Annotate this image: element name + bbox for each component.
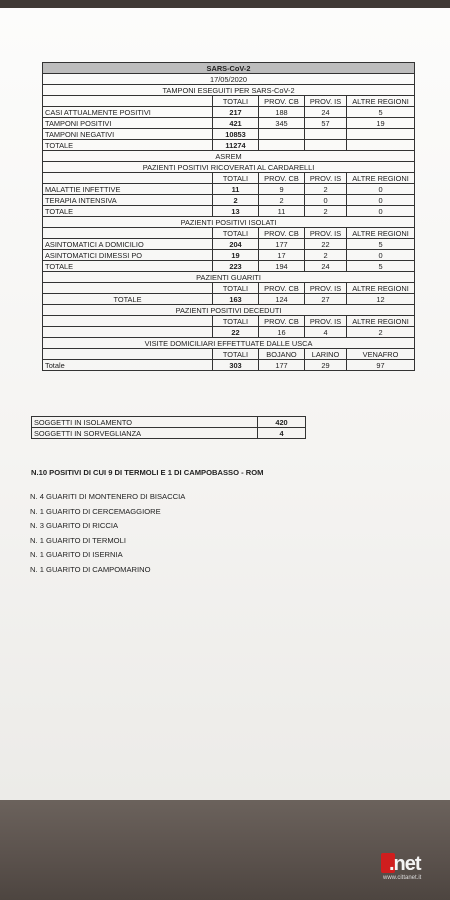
table-row xyxy=(43,140,415,151)
cell-prov-cb xyxy=(259,129,305,140)
col-header: PROV. CB xyxy=(259,173,305,184)
cell-altre-regioni: 0 xyxy=(347,206,415,217)
positives-note: N.10 POSITIVI DI CUI 9 DI TERMOLI E 1 DI CAMPOBASSO - ROM xyxy=(31,468,264,477)
cell-altre-regioni: 19 xyxy=(347,118,415,129)
cell-prov-is: 22 xyxy=(305,239,347,250)
cell-totali: 303 xyxy=(213,360,259,371)
cell-larino: 29 xyxy=(305,360,347,371)
photo-background-top xyxy=(0,0,450,8)
row-label: ASINTOMATICI A DOMICILIO xyxy=(43,239,213,250)
table-row xyxy=(43,239,415,250)
cell-prov-is: 4 xyxy=(305,327,347,338)
cell-altre-regioni: 0 xyxy=(347,184,415,195)
cell-prov-cb: 124 xyxy=(259,294,305,305)
cell-totali: 163 xyxy=(213,294,259,305)
cell-prov-is xyxy=(305,140,347,151)
isolamento-table xyxy=(31,416,306,439)
row-label: SOGGETTI IN ISOLAMENTO xyxy=(32,417,258,428)
col-header: BOJANO xyxy=(259,349,305,360)
table-row xyxy=(43,107,415,118)
row-label: TOTALE xyxy=(43,140,213,151)
report-title: SARS-CoV-2 xyxy=(43,63,415,74)
cell-totali: 11274 xyxy=(213,140,259,151)
section-header-ricoverati: PAZIENTI POSITIVI RICOVERATI AL CARDARELLI xyxy=(43,162,415,173)
logo-url: www.cittanet.it xyxy=(383,875,422,881)
cell-prov-cb: 2 xyxy=(259,195,305,206)
row-label: TERAPIA INTENSIVA xyxy=(43,195,213,206)
col-header: PROV. IS xyxy=(305,96,347,107)
cell-totali: 421 xyxy=(213,118,259,129)
col-header: TOTALI xyxy=(213,96,259,107)
cell-totali: 223 xyxy=(213,261,259,272)
cell-totali: 10853 xyxy=(213,129,259,140)
sars-cov-2-report-table xyxy=(42,62,415,371)
cell-prov-is: 2 xyxy=(305,250,347,261)
table-row xyxy=(43,118,415,129)
cell-value: 420 xyxy=(258,417,306,428)
cell-prov-is xyxy=(305,129,347,140)
cell-value: 4 xyxy=(258,428,306,439)
cell-prov-cb: 9 xyxy=(259,184,305,195)
cell-altre-regioni xyxy=(347,129,415,140)
col-header: VENAFRO xyxy=(347,349,415,360)
empty-cell xyxy=(43,316,213,327)
cell-totali: 217 xyxy=(213,107,259,118)
section-header-deceduti: PAZIENTI POSITIVI DECEDUTI xyxy=(43,305,415,316)
empty-cell xyxy=(43,349,213,360)
guariti-list xyxy=(30,490,185,577)
cell-venafro: 97 xyxy=(347,360,415,371)
row-label: CASI ATTUALMENTE POSITIVI xyxy=(43,107,213,118)
table-row xyxy=(43,195,415,206)
table-row xyxy=(43,360,415,371)
col-header: TOTALI xyxy=(213,316,259,327)
row-label: TAMPONI POSITIVI xyxy=(43,118,213,129)
list-item: N. 3 GUARITO DI RICCIA xyxy=(30,521,119,530)
table-row xyxy=(43,206,415,217)
cell-prov-cb: 11 xyxy=(259,206,305,217)
section-header-visite: VISITE DOMICILIARI EFFETTUATE DALLE USCA xyxy=(43,338,415,349)
empty-cell xyxy=(43,173,213,184)
section-header-asrem: ASREM xyxy=(43,151,415,162)
table-row xyxy=(43,184,415,195)
row-label: TOTALE xyxy=(43,294,213,305)
col-header: PROV. IS xyxy=(305,283,347,294)
col-header: PROV. IS xyxy=(305,228,347,239)
cell-totali: 22 xyxy=(213,327,259,338)
row-label: SOGGETTI IN SORVEGLIANZA xyxy=(32,428,258,439)
cell-totali: 2 xyxy=(213,195,259,206)
cell-altre-regioni: 5 xyxy=(347,107,415,118)
list-item: N. 4 GUARITI DI MONTENERO DI BISACCIA xyxy=(30,492,186,501)
section-header-tamponi: TAMPONI ESEGUITI PER SARS-CoV-2 xyxy=(43,85,415,96)
list-item: N. 1 GUARITO DI TERMOLI xyxy=(30,535,126,545)
cell-altre-regioni: 0 xyxy=(347,195,415,206)
table-row xyxy=(43,250,415,261)
cell-totali: 19 xyxy=(213,250,259,261)
watermark-logo xyxy=(381,853,439,881)
cell-prov-cb: 177 xyxy=(259,239,305,250)
table-row xyxy=(43,129,415,140)
cell-altre-regioni: 5 xyxy=(347,261,415,272)
col-header: TOTALI xyxy=(213,283,259,294)
col-header: PROV. CB xyxy=(259,283,305,294)
col-header: LARINO xyxy=(305,349,347,360)
col-header: PROV. IS xyxy=(305,173,347,184)
cell-prov-is: 24 xyxy=(305,107,347,118)
col-header: TOTALI xyxy=(213,173,259,184)
cell-totali: 11 xyxy=(213,184,259,195)
cell-prov-is: 24 xyxy=(305,261,347,272)
cell-altre-regioni: 12 xyxy=(347,294,415,305)
col-header: ALTRE REGIONI xyxy=(347,228,415,239)
photo-background-bottom xyxy=(0,800,450,900)
empty-cell xyxy=(43,327,213,338)
cell-prov-cb xyxy=(259,140,305,151)
table-row xyxy=(32,428,306,439)
empty-cell xyxy=(43,96,213,107)
col-header: ALTRE REGIONI xyxy=(347,173,415,184)
section-header-isolati: PAZIENTI POSITIVI ISOLATI xyxy=(43,217,415,228)
table-row xyxy=(32,417,306,428)
cell-prov-is: 2 xyxy=(305,184,347,195)
table-row xyxy=(43,294,415,305)
logo-text: .net xyxy=(389,853,421,875)
section-header-guariti: PAZIENTI GUARITI xyxy=(43,272,415,283)
col-header: TOTALI xyxy=(213,228,259,239)
cell-prov-cb: 16 xyxy=(259,327,305,338)
row-label: MALATTIE INFETTIVE xyxy=(43,184,213,195)
cell-prov-cb: 345 xyxy=(259,118,305,129)
col-header: ALTRE REGIONI xyxy=(347,283,415,294)
col-header: PROV. CB xyxy=(259,316,305,327)
col-header: PROV. CB xyxy=(259,96,305,107)
cell-prov-cb: 188 xyxy=(259,107,305,118)
table-row xyxy=(43,327,415,338)
cell-prov-is: 57 xyxy=(305,118,347,129)
cell-altre-regioni: 2 xyxy=(347,327,415,338)
list-item: N. 1 GUARITO DI CAMPOMARINO xyxy=(30,564,151,574)
report-date: 17/05/2020 xyxy=(43,74,415,85)
cell-bojano: 177 xyxy=(259,360,305,371)
list-item: N. 1 GUARITO DI CERCEMAGGIORE xyxy=(30,506,161,516)
empty-cell xyxy=(43,283,213,294)
cell-totali: 204 xyxy=(213,239,259,250)
col-header: PROV. CB xyxy=(259,228,305,239)
row-label: TAMPONI NEGATIVI xyxy=(43,129,213,140)
row-label: ASINTOMATICI DIMESSI PO xyxy=(43,250,213,261)
cell-totali: 13 xyxy=(213,206,259,217)
cell-prov-cb: 17 xyxy=(259,250,305,261)
cell-prov-cb: 194 xyxy=(259,261,305,272)
empty-cell xyxy=(43,228,213,239)
row-label: TOTALE xyxy=(43,206,213,217)
cell-altre-regioni: 0 xyxy=(347,250,415,261)
row-label: TOTALE xyxy=(43,261,213,272)
cell-altre-regioni: 5 xyxy=(347,239,415,250)
row-label: Totale xyxy=(43,360,213,371)
cell-altre-regioni xyxy=(347,140,415,151)
cell-prov-is: 2 xyxy=(305,206,347,217)
table-row xyxy=(43,261,415,272)
col-header: TOTALI xyxy=(213,349,259,360)
list-item: N. 1 GUARITO DI ISERNIA xyxy=(30,550,123,559)
col-header: ALTRE REGIONI xyxy=(347,316,415,327)
col-header: ALTRE REGIONI xyxy=(347,96,415,107)
cell-prov-is: 0 xyxy=(305,195,347,206)
col-header: PROV. IS xyxy=(305,316,347,327)
cell-prov-is: 27 xyxy=(305,294,347,305)
